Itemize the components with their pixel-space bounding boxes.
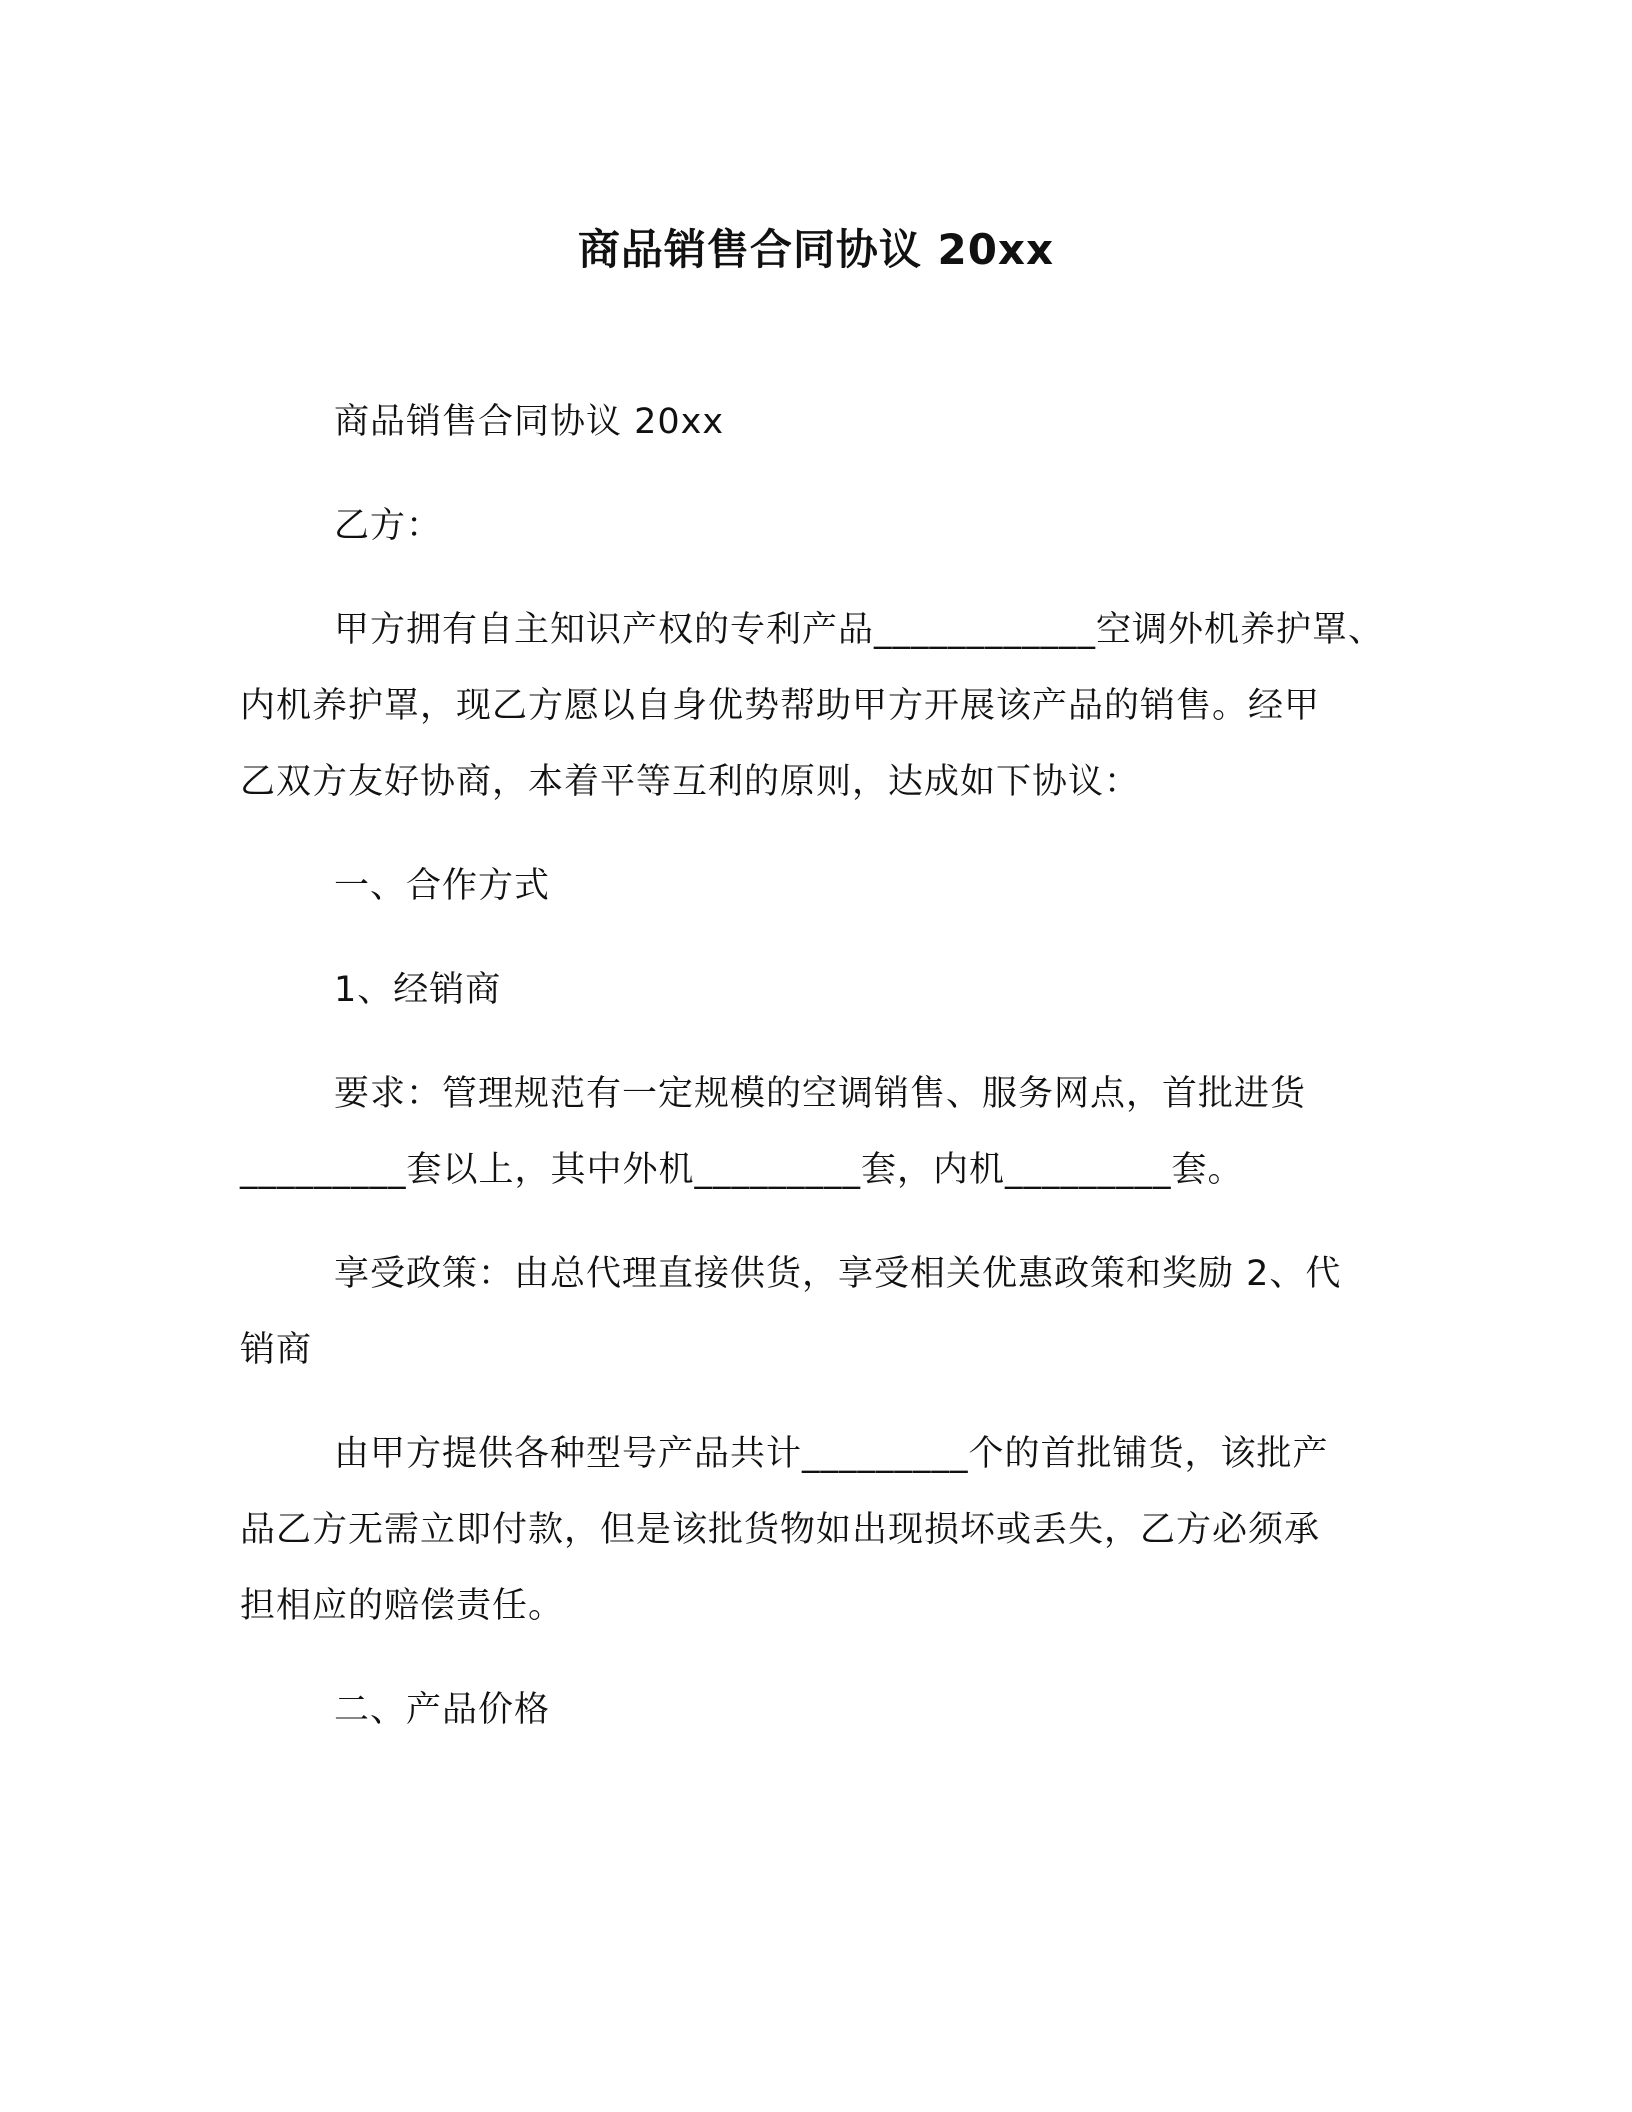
section-heading-price: 二、产品价格 [334,1690,551,1730]
policy-line-2: 销商 [240,1330,313,1370]
consignment-line-2: 品乙方无需立即付款，但是该批货物如出现损坏或丢失，乙方必须承 [240,1510,1321,1550]
intro-paragraph-line-2: 内机养护罩，现乙方愿以自身优势帮助甲方开展该产品的销售。经甲 [240,686,1321,726]
subtitle-line: 商品销售合同协议 20xx [334,402,725,442]
document-title: 商品销售合同协议 20xx [577,225,1055,274]
requirement-line-1: 要求：管理规范有一定规模的空调销售、服务网点，首批进货 [334,1074,1307,1114]
requirement-line-2: _________套以上，其中外机_________套，内机_________套。 [240,1150,1244,1190]
consignment-line-1: 由甲方提供各种型号产品共计_________个的首批铺货，该批产 [334,1434,1329,1474]
section-heading-cooperation: 一、合作方式 [334,866,551,906]
intro-paragraph-line-3: 乙双方友好协商，本着平等互利的原则，达成如下协议： [240,762,1141,802]
policy-line-1: 享受政策：由总代理直接供货，享受相关优惠政策和奖励 2、代 [334,1254,1342,1294]
consignment-line-3: 担相应的赔偿责任。 [240,1586,565,1626]
party-b-label: 乙方： [334,506,443,546]
intro-paragraph-line-1: 甲方拥有自主知识产权的专利产品____________空调外机养护罩、 [334,610,1385,650]
item-heading-distributor: 1、经销商 [334,970,502,1010]
